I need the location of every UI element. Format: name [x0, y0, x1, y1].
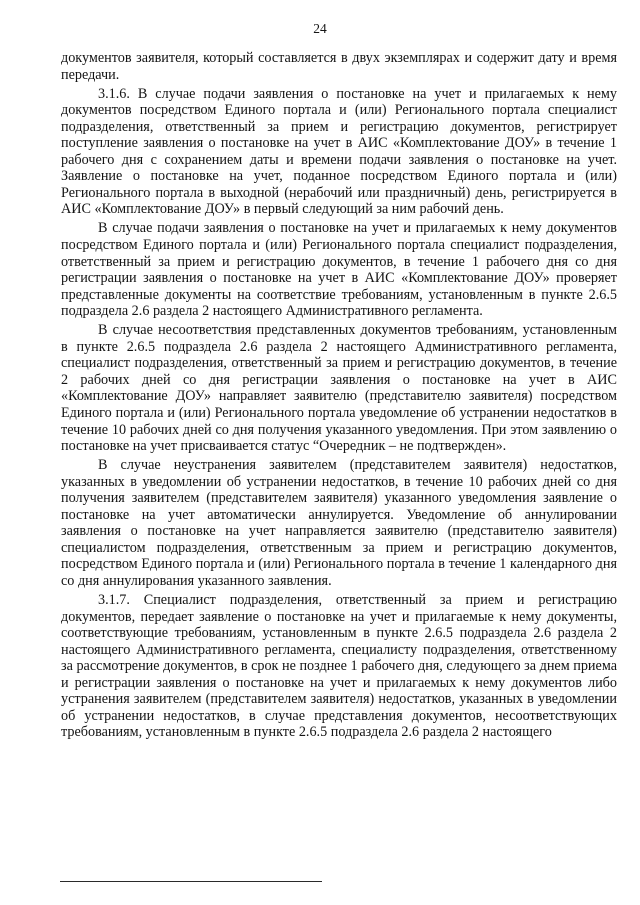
paragraph-annulment: В случае неустранения заявителем (представителем заявителя) недостатков, указанных в уведомлении об устранении недостатков, в течение 10 рабочих дней со дня получения заявителем (представителем заявителя) указанного уведомления заявление о постановке на учет автоматически аннулируется. Уведомление об аннулировании заявления о постановке на учет направляется заявителю (представителю заявителя) специалистом подразделения, ответственным за прием и регистрацию документов, посредством Единого портала и (или) Регионального портала в течение 1 календарного дня со дня аннулирования указанного заявления. — [61, 457, 617, 589]
paragraph-3-1-6: 3.1.6. В случае подачи заявления о постановке на учет и прилагаемых к нему документов посредством Единого портала и (или) Регионального портала специалист подразделения, ответственный за прием и регистрацию документов, регистрирует поступление заявления о постановке на учет в АИС «Комплектование ДОУ» в течение 1 рабочего дня с сохранением даты и времени подачи заявления о постановке на учет. Заявление о постановке на учет, поданное посредством Единого портала и (или) Регионального портала в выходной (нерабочий или праздничный) день, регистрируется в АИС «Комплектование ДОУ» в первый следующий за ним рабочий день. — [61, 85, 617, 218]
page-number: 24 — [313, 21, 327, 36]
paragraph-continuation: документов заявителя, который составляется в двух экземплярах и содержит дату и время передачи. — [61, 50, 617, 83]
paragraph-3-1-7: 3.1.7. Специалист подразделения, ответственный за прием и регистрацию документов, передает заявление о постановке на учет и прилагаемые к нему документы, соответствующие требованиям, установленным в пункте 2.6.5 подраздела 2.6 раздела 2 настоящего Административного регламента, специалисту подразделения, ответственному за рассмотрение документов, в срок не позднее 1 рабочего дня, следующего за днем приема и регистрации заявления о постановке на учет и прилагаемых к нему документов либо устранения заявителем (представителем заявителя) недостатков, указанных в уведомлении об устранении недостатков, в случае представления документов, несоответствующих требованиям, установленным в пункте 2.6.5 подраздела 2.6 раздела 2 настоящего — [61, 592, 617, 741]
paragraph-portal-check: В случае подачи заявления о постановке на учет и прилагаемых к нему документов посредством Единого портала и (или) Регионального портала специалист подразделения, ответственный за прием и регистрацию документов, в течение 1 рабочего дня со дня регистрации заявления о постановке на учет в АИС «Комплектование ДОУ» проверяет представленные документы на соответствие требованиям, установленным в пункте 2.6.5 подраздела 2.6 раздела 2 настоящего Административного регламента. — [61, 220, 617, 320]
page-body — [61, 50, 617, 741]
paragraph-nonconformity: В случае несоответствия представленных документов требованиям, установленным в пункте 2.6.5 подраздела 2.6 раздела 2 настоящего Административного регламента, специалист подразделения, ответственный за прием и регистрацию документов, в течение 2 рабочих дней со дня регистрации заявления о постановке на учет в АИС «Комплектование ДОУ» направляет заявителю (представителю заявителя) посредством Единого портала и (или) Регионального портала уведомление об устранении недостатков в течение 10 рабочих дней со дня получения указанного уведомления. При этом заявлению о постановке на учет присваивается статус “Очередник – не подтвержден». — [61, 322, 617, 455]
footnote-divider — [60, 881, 322, 882]
